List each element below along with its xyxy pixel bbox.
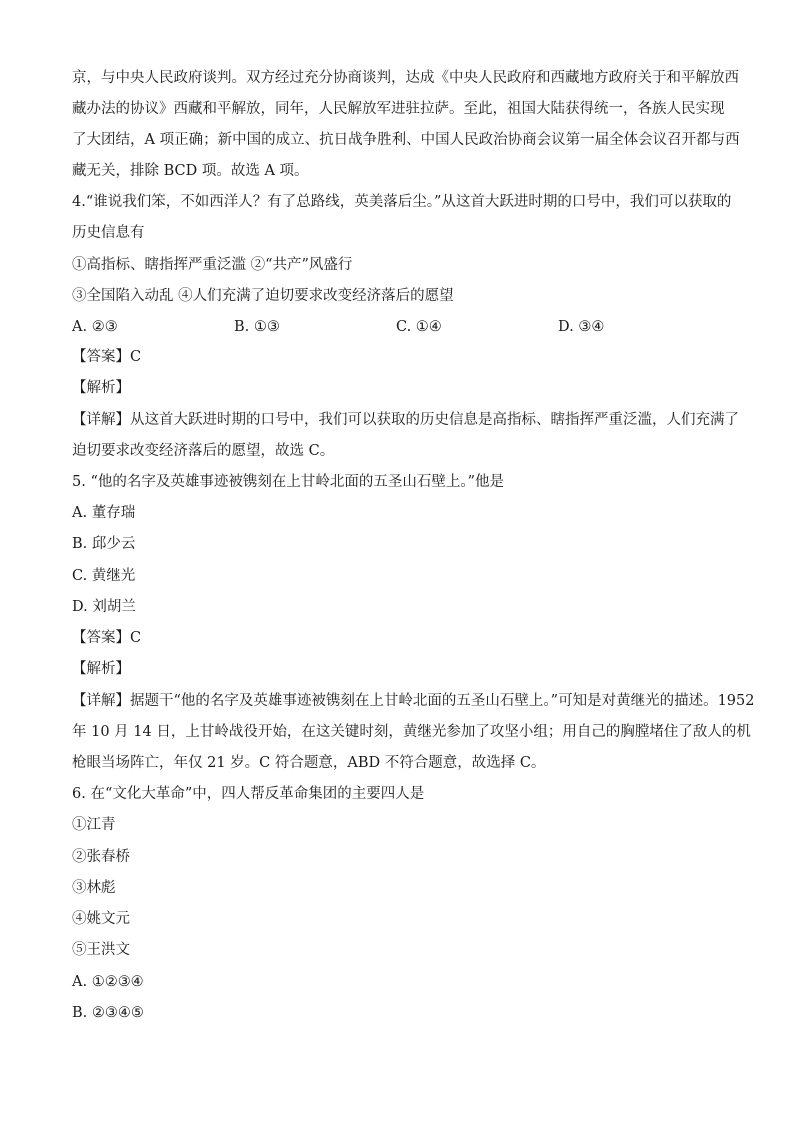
q4-option-a: A. ②③ [72, 319, 118, 335]
q4-detail-text-1: 从这首大跃进时期的口号中，我们可以获取的历史信息是高指标、瞎指挥严重泛滥，人们充满了 [130, 412, 739, 428]
q4-answer: C [130, 349, 142, 365]
intro-line-3: 了大团结，A 项正确；新中国的成立、抗日战争胜利、中国人民政治协商会议第一届全体会议召开都与西 [72, 132, 740, 148]
q4-option-d: D. ③④ [558, 319, 605, 335]
q4-items-line-1: ①高指标、瞎指挥严重泛滥 ②“共产”风盛行 [72, 257, 353, 273]
q6-option-b: B. ②③④⑤ [72, 1005, 144, 1021]
q6-option-a: A. ①②③④ [72, 974, 144, 990]
intro-line-4: 藏无关，排除 BCD 项。故选 A 项。 [72, 163, 309, 179]
q4-stem-line-1: 4.“谁说我们笨，不如西洋人？有了总路线，英美落后尘。”从这首大跃进时期的口号中，我们可以获取的 [72, 194, 732, 210]
q5-answer-label: 【答案】 [72, 630, 130, 646]
q6-stem: 6. 在“文化大革命”中，四人帮反革命集团的主要四人是 [72, 786, 425, 802]
q5-option-d: D. 刘胡兰 [72, 599, 136, 615]
q4-detail-line-1 [72, 410, 739, 430]
q4-analysis-label: 【解析】 [72, 380, 130, 396]
q5-detail-label: 【详解】 [72, 693, 130, 709]
q5-option-c: C. 黄继光 [72, 568, 136, 584]
q4-detail-label: 【详解】 [72, 412, 130, 428]
q4-answer-label: 【答案】 [72, 349, 130, 365]
q4-answer-line [72, 347, 734, 367]
q5-detail-line-2: 年 10 月 14 日，上甘岭战役开始，在这关键时刻，黄继光参加了攻坚小组；用自己的胸膛堵住了敌人的机 [72, 724, 751, 740]
q4-detail-line-2: 迫切要求改变经济落后的愿望，故选 C。 [72, 443, 335, 459]
q6-item-3: ③林彪 [72, 880, 116, 896]
q6-item-1: ①江青 [72, 817, 116, 833]
q4-option-b: B. ①③ [234, 319, 280, 335]
q6-item-4: ④姚文元 [72, 911, 130, 927]
q5-detail-line-1 [72, 691, 755, 711]
q4-items-line-2: ③全国陷入动乱 ④人们充满了迫切要求改变经济落后的愿望 [72, 288, 454, 304]
q4-stem-line-2: 历史信息有 [72, 225, 145, 241]
q5-detail-text-1: 据题干“他的名字及英雄事迹被镌刻在上甘岭北面的五圣山石壁上。”可知是对黄继光的描述。1952 [130, 693, 755, 709]
q4-option-c: C. ①④ [396, 319, 442, 335]
intro-line-1: 京，与中央人民政府谈判。双方经过充分协商谈判，达成《中央人民政府和西藏地方政府关于和平解放西 [72, 70, 739, 86]
q6-item-5: ⑤王洪文 [72, 942, 130, 958]
q5-option-a: A. 董存瑞 [72, 505, 136, 521]
q6-item-2: ②张春桥 [72, 849, 130, 865]
q4-options [72, 317, 734, 337]
q5-answer-line [72, 628, 734, 648]
q5-detail-line-3: 枪眼当场阵亡，年仅 21 岁。C 符合题意，ABD 不符合题意，故选择 C。 [72, 755, 546, 771]
q5-stem: 5. “他的名字及英雄事迹被镌刻在上甘岭北面的五圣山石壁上。”他是 [72, 474, 505, 490]
intro-line-2: 藏办法的协议》西藏和平解放，同年，人民解放军进驻拉萨。至此，祖国大陆获得统一，各族人民实现 [72, 101, 725, 117]
q5-analysis-label: 【解析】 [72, 661, 130, 677]
q5-answer: C [130, 630, 142, 646]
q5-option-b: B. 邱少云 [72, 536, 136, 552]
